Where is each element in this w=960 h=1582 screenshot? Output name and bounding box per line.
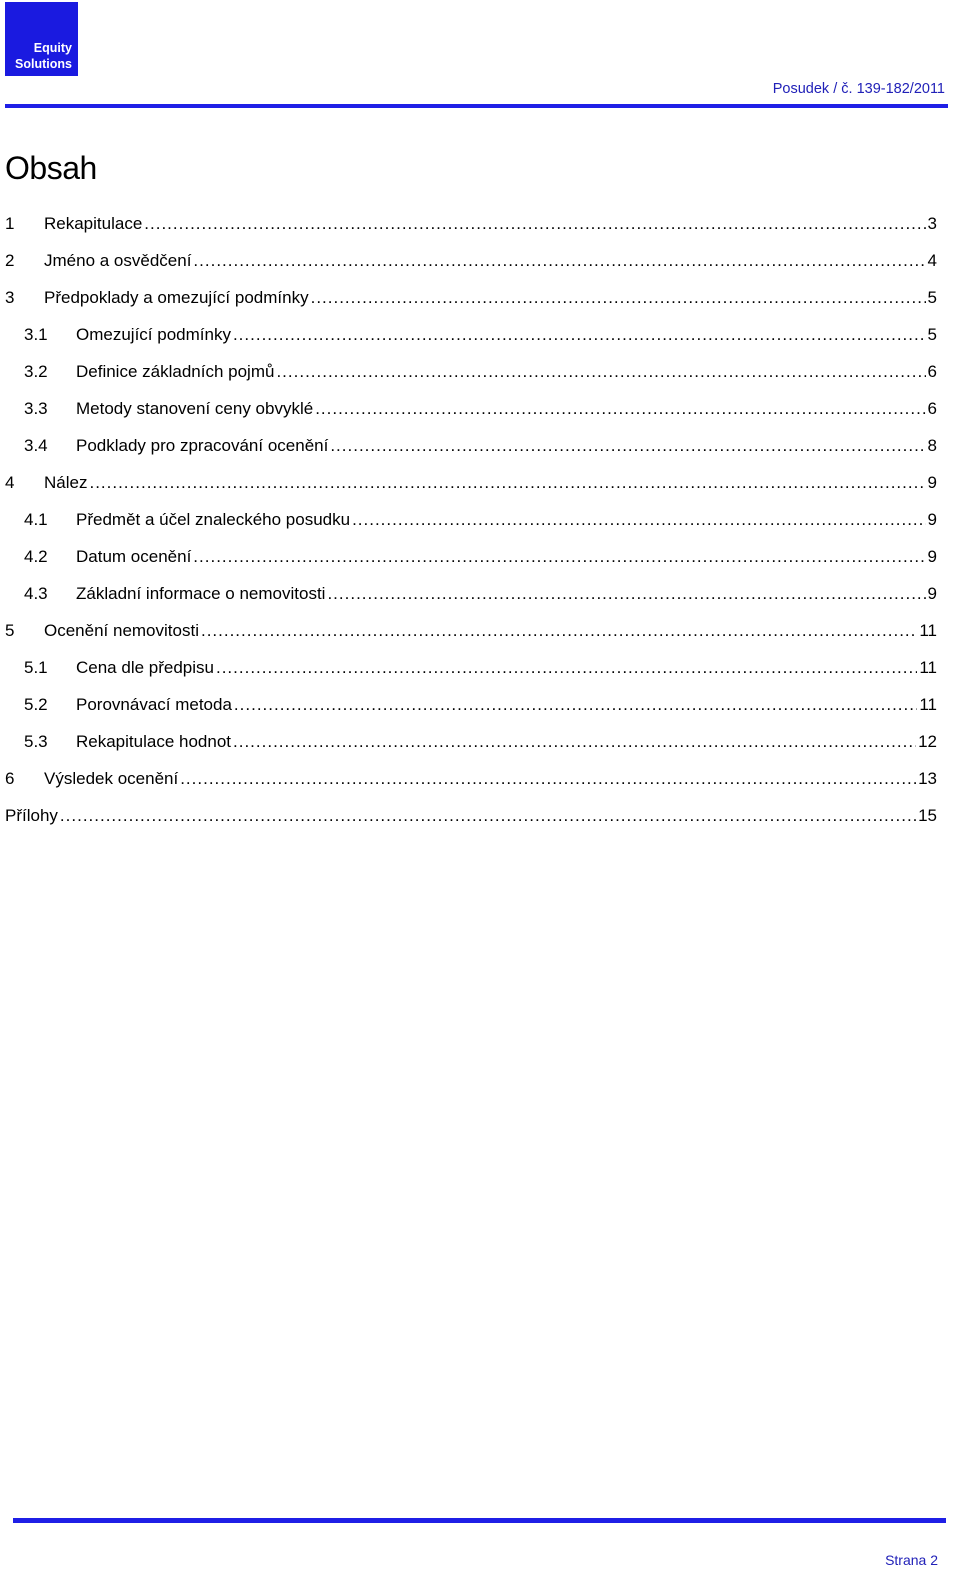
toc-dot-leader xyxy=(234,695,917,715)
toc-dot-leader xyxy=(330,436,925,456)
toc-entry-label[interactable]: Cena dle předpisu xyxy=(76,658,214,677)
toc-entry[interactable] xyxy=(5,325,937,362)
toc-entry-label[interactable]: Ocenění nemovitosti xyxy=(44,621,199,640)
toc-entry-page: 8 xyxy=(927,436,937,455)
toc-dot-leader xyxy=(315,399,925,419)
toc-dot-leader xyxy=(352,510,925,530)
toc-entry[interactable] xyxy=(5,436,937,473)
toc-entry-label[interactable]: Výsledek ocenění xyxy=(44,769,179,788)
toc-entry[interactable] xyxy=(5,473,937,510)
toc-entry-page: 6 xyxy=(927,399,937,418)
toc-entry-page: 9 xyxy=(927,547,937,566)
toc-dot-leader xyxy=(144,214,925,234)
toc-entry-label[interactable]: Předmět a účel znaleckého posudku xyxy=(76,510,351,529)
toc-entry-page: 12 xyxy=(918,732,937,751)
toc-entry[interactable] xyxy=(5,399,937,436)
toc-entry-label[interactable]: Předpoklady a omezující podmínky xyxy=(44,288,309,307)
header-divider xyxy=(5,104,948,108)
toc-entry-number: 1 xyxy=(5,214,15,233)
logo-text-line1: Equity xyxy=(33,41,72,55)
toc-entry-page: 9 xyxy=(927,510,937,529)
toc-entry-label[interactable]: Jméno a osvědčení xyxy=(44,251,192,270)
toc-entry-page: 11 xyxy=(919,621,937,640)
toc-entry-label[interactable]: Metody stanovení ceny obvyklé xyxy=(76,399,314,418)
toc-entry[interactable] xyxy=(5,621,937,658)
toc-entry-page: 5 xyxy=(927,325,937,344)
toc-entry[interactable] xyxy=(5,769,937,806)
company-logo xyxy=(5,2,78,76)
toc-entry-label[interactable]: Podklady pro zpracování ocenění xyxy=(76,436,329,455)
toc-entry-label[interactable]: Základní informace o nemovitosti xyxy=(76,584,326,603)
logo-text-line2: Solutions xyxy=(15,57,72,71)
toc-entry[interactable] xyxy=(5,732,937,769)
toc-dot-leader xyxy=(311,288,926,308)
toc-dot-leader xyxy=(89,473,925,493)
toc-entry-label[interactable]: Porovnávací metoda xyxy=(76,695,232,714)
toc-dot-leader xyxy=(201,621,917,641)
toc-dot-leader xyxy=(193,251,925,271)
toc-entry-label[interactable]: Přílohy xyxy=(5,806,58,825)
toc-entry[interactable] xyxy=(5,584,937,621)
toc-entry[interactable] xyxy=(5,658,937,695)
toc-entry-label[interactable]: Definice základních pojmů xyxy=(76,362,275,381)
toc-dot-leader xyxy=(276,362,925,382)
toc-entry[interactable] xyxy=(5,806,937,843)
toc-entry[interactable] xyxy=(5,288,937,325)
toc-entry-page: 5 xyxy=(927,288,937,307)
toc-entry-number: 3.2 xyxy=(24,362,48,381)
toc-entry-number: 5.2 xyxy=(24,695,48,714)
toc-dot-leader xyxy=(233,732,916,752)
document-reference: Posudek / č. 139-182/2011 xyxy=(772,81,945,97)
toc-entry-number: 5.3 xyxy=(24,732,48,751)
toc-entry-number: 3.4 xyxy=(24,436,48,455)
toc-entry-label[interactable]: Rekapitulace hodnot xyxy=(76,732,232,751)
table-of-contents xyxy=(5,214,937,843)
toc-dot-leader xyxy=(60,806,916,826)
toc-entry-page: 3 xyxy=(927,214,937,233)
toc-entry-number: 5 xyxy=(5,621,15,640)
footer-divider xyxy=(13,1518,946,1523)
toc-entry[interactable] xyxy=(5,251,937,288)
toc-entry-number: 4 xyxy=(5,473,15,492)
toc-dot-leader xyxy=(216,658,917,678)
toc-entry-number: 4.1 xyxy=(24,510,48,529)
toc-entry-page: 6 xyxy=(927,362,937,381)
toc-entry-number: 4.3 xyxy=(24,584,48,603)
toc-entry-label[interactable]: Nález xyxy=(44,473,88,492)
toc-entry[interactable] xyxy=(5,547,937,584)
toc-dot-leader xyxy=(180,769,916,789)
toc-entry-number: 2 xyxy=(5,251,15,270)
toc-entry-page: 4 xyxy=(927,251,937,270)
toc-entry-page: 9 xyxy=(927,473,937,492)
toc-entry-page: 15 xyxy=(918,806,937,825)
toc-entry-label[interactable]: Datum ocenění xyxy=(76,547,192,566)
page-number: Strana 2 xyxy=(885,1552,938,1568)
toc-entry-page: 9 xyxy=(927,584,937,603)
toc-entry-number: 5.1 xyxy=(24,658,48,677)
toc-entry-number: 3.3 xyxy=(24,399,48,418)
toc-entry-page: 11 xyxy=(919,695,937,714)
toc-entry[interactable] xyxy=(5,214,937,251)
toc-entry-label[interactable]: Omezující podmínky xyxy=(76,325,231,344)
toc-dot-leader xyxy=(193,547,925,567)
toc-entry-number: 3 xyxy=(5,288,15,307)
toc-entry-page: 11 xyxy=(919,658,937,677)
toc-dot-leader xyxy=(327,584,925,604)
toc-entry[interactable] xyxy=(5,362,937,399)
toc-entry[interactable] xyxy=(5,695,937,732)
toc-entry-number: 3.1 xyxy=(24,325,48,344)
page-title: Obsah xyxy=(5,150,97,186)
toc-entry-label[interactable]: Rekapitulace xyxy=(44,214,143,233)
toc-entry-number: 4.2 xyxy=(24,547,48,566)
toc-entry-number: 6 xyxy=(5,769,15,788)
toc-entry[interactable] xyxy=(5,510,937,547)
toc-dot-leader xyxy=(233,325,926,345)
toc-entry-page: 13 xyxy=(918,769,937,788)
